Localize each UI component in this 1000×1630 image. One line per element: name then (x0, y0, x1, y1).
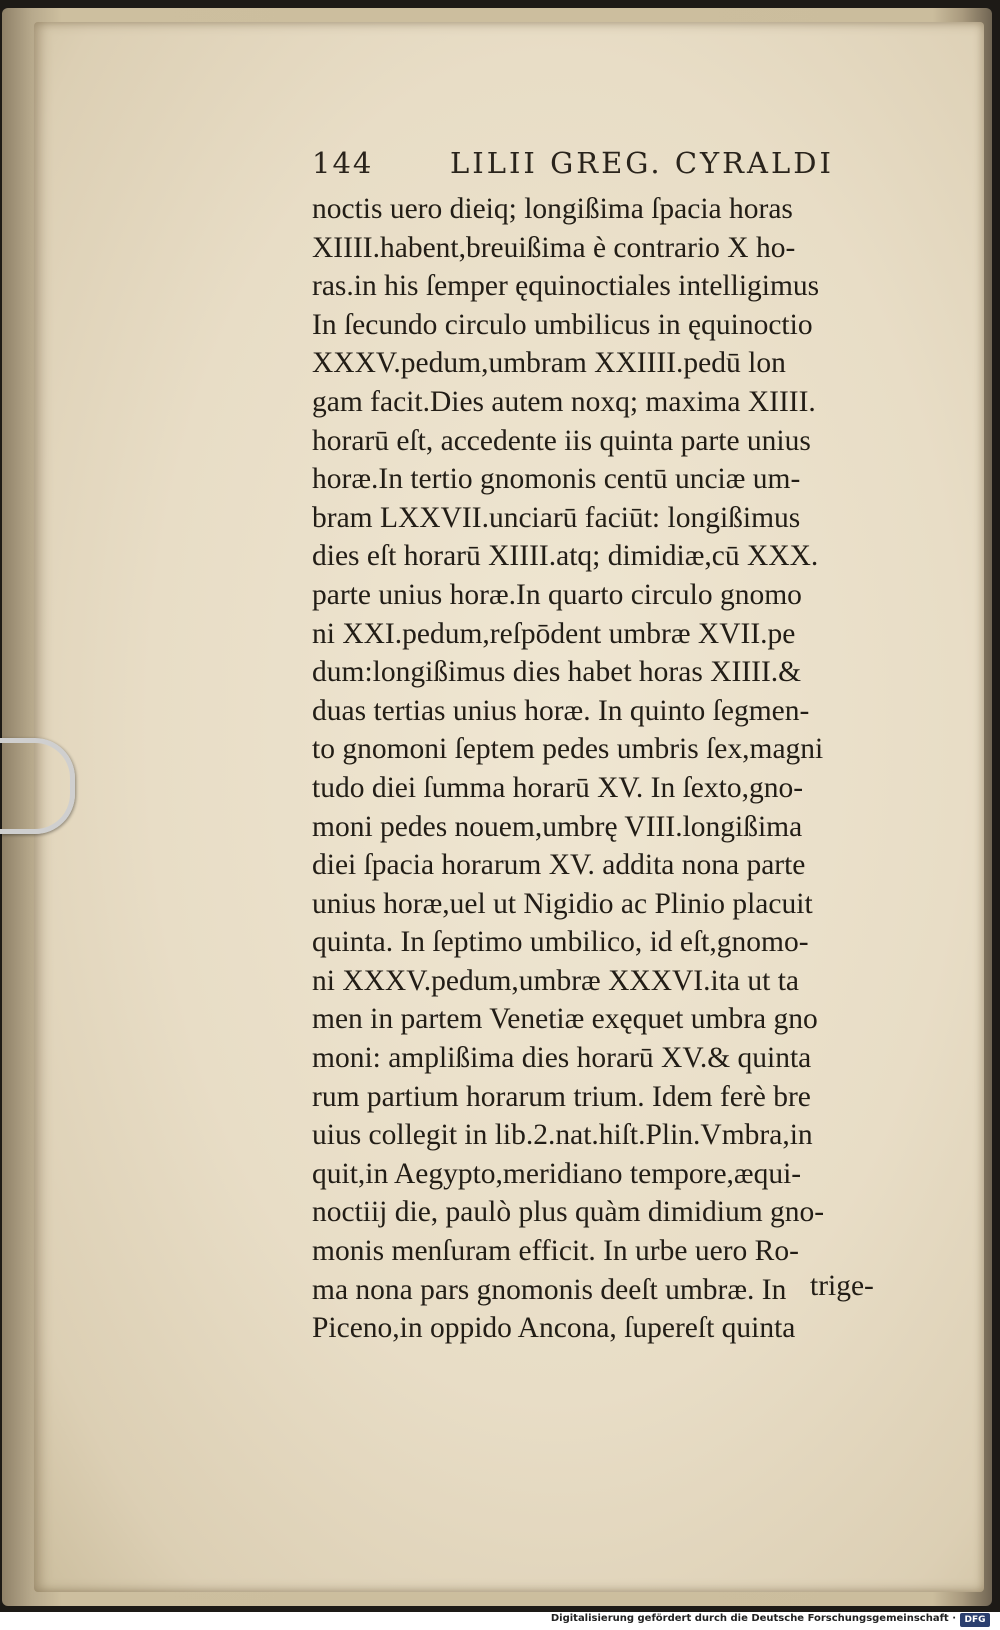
text-line: ma nona pars gnomonis deeſt umbræ. In (312, 1273, 787, 1306)
page-number: 144 (312, 146, 374, 180)
text-line: XIIII.habent,breuißima è contrario X ho- (312, 231, 796, 264)
text-line: quit,in Aegypto,meridiano tempore,æqui- (312, 1157, 802, 1190)
text-line: tudo diei ſumma horarū XV. In ſexto,gno- (312, 771, 804, 804)
text-line: parte unius horæ.In quarto circulo gnomo (312, 578, 802, 611)
text-line: rum partium horarum trium. Idem ferè bre (312, 1080, 811, 1113)
text-line: ni XXI.pedum,reſpōdent umbræ XVII.pe (312, 617, 796, 650)
footer-bar (0, 1612, 1000, 1630)
text-line: noctiij die, paulò plus quàm dimidium gno- (312, 1196, 825, 1229)
text-line: ni XXXV.pedum,umbræ XXXVI.ita ut ta (312, 964, 799, 997)
text-line: dum:longißimus dies habet horas XIIII.& (312, 656, 802, 689)
clip-icon (0, 738, 75, 834)
text-line: bram LXXVII.unciarū faciūt: longißimus (312, 501, 801, 534)
dfg-logo-icon: DFG (960, 1613, 990, 1627)
catchword: trige- (810, 1270, 874, 1302)
funding-notice: Digitalisierung gefördert durch die Deutsche Forschungsgemeinschaft · (550, 1613, 956, 1624)
text-line: uius collegit in lib.2.nat.hiſt.Plin.Vmbra,in (312, 1119, 813, 1152)
text-line: men in partem Venetiæ exęquet umbra gno (312, 1003, 818, 1036)
running-title: LILII GREG. CYRALDI (450, 146, 834, 180)
text-line: XXXV.pedum,umbram XXIIII.pedū lon (312, 347, 786, 380)
text-line: gam facit.Dies autem noxq; maxima XIIII. (312, 385, 816, 418)
text-line: duas tertias unius horæ. In quinto ſegmen- (312, 694, 810, 727)
text-line: In ſecundo circulo umbilicus in ęquinoctio (312, 308, 813, 341)
running-head (312, 146, 872, 186)
text-line: diei ſpacia horarum XV. addita nona parte (312, 849, 806, 882)
text-line: horæ.In tertio gnomonis centū unciæ um- (312, 463, 801, 496)
text-line: horarū eſt, accedente iis quinta parte unius (312, 424, 811, 457)
text-line: to gnomoni ſeptem pedes umbris ſex,magni (312, 733, 824, 766)
text-line: moni pedes nouem,umbrę VIII.longißima (312, 810, 803, 843)
text-line: Piceno,in oppido Ancona, ſupereſt quinta (312, 1312, 796, 1345)
text-line: moni: amplißima dies horarū XV.& quinta (312, 1042, 812, 1075)
text-line: monis menſuram efficit. In urbe uero Ro- (312, 1235, 799, 1268)
text-line: unius horæ,uel ut Nigidio ac Plinio placuit (312, 887, 813, 920)
text-line: ras.in his ſemper ęquinoctiales intelligimus (312, 270, 820, 303)
text-line: quinta. In ſeptimo umbilico, id eſt,gnomo- (312, 926, 809, 959)
body-text (312, 190, 908, 1348)
text-line: dies eſt horarū XIIII.atq; dimidiæ,cū XXX. (312, 540, 819, 573)
text-line: noctis uero dieiq; longißima ſpacia horas (312, 193, 793, 225)
